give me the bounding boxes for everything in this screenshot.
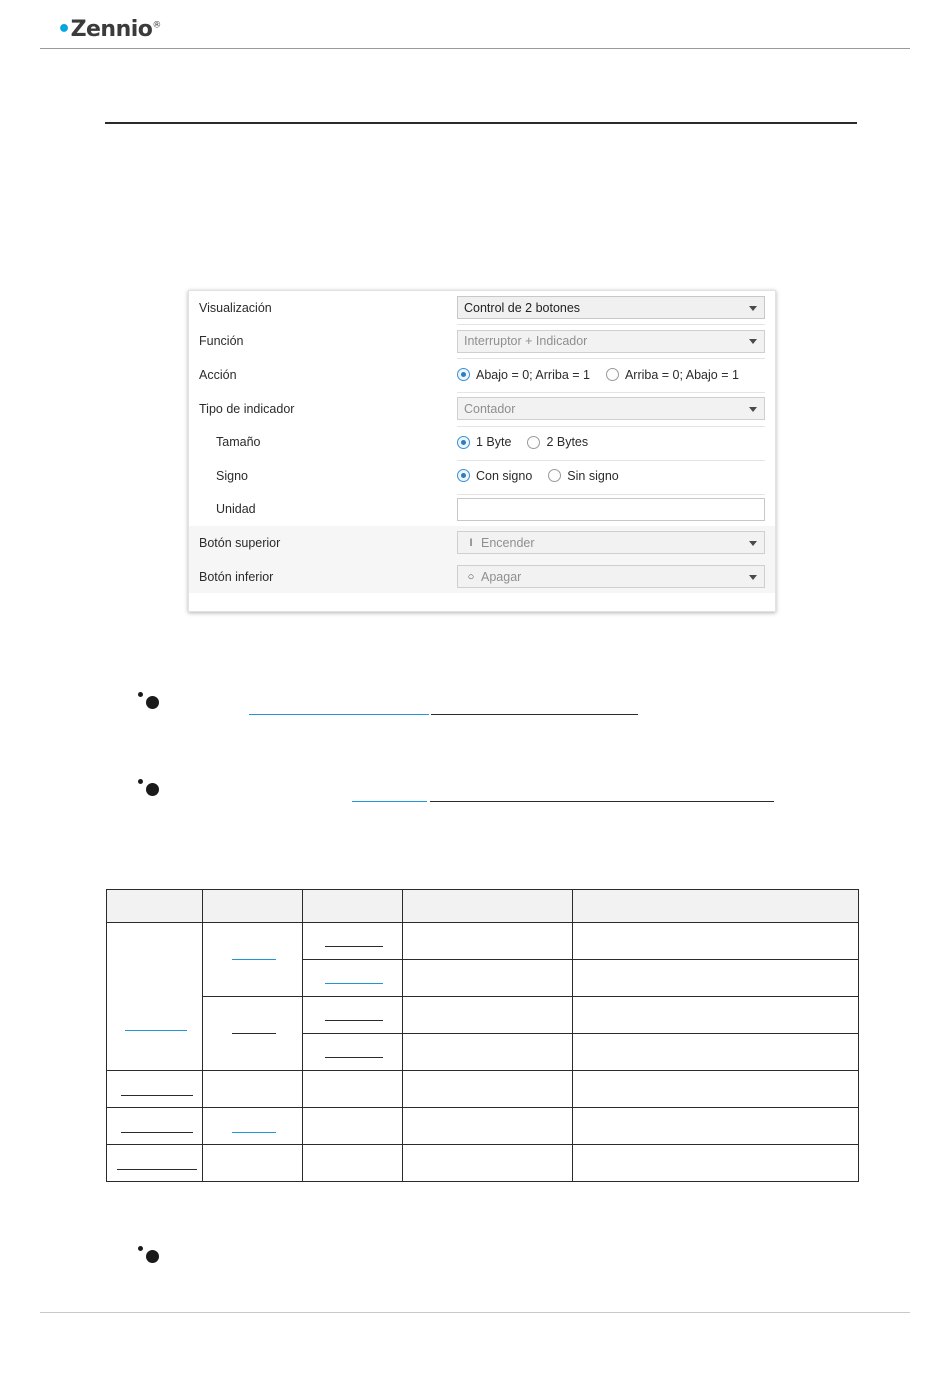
table-cell-desc — [403, 997, 573, 1034]
radio-button-icon[interactable] — [548, 469, 561, 482]
combobox-boton-inferior[interactable] — [457, 565, 765, 588]
parameters-table — [106, 889, 859, 1182]
table-cell-extra — [573, 923, 859, 960]
cell-link-line[interactable] — [232, 959, 276, 960]
chevron-down-icon — [749, 407, 757, 412]
cell-text-line — [121, 1132, 193, 1133]
label-boton-inferior: Botón inferior — [199, 569, 274, 584]
combobox-visualizacion-value: Control de 2 botones — [464, 300, 581, 315]
combobox-boton-superior-value: Encender — [481, 535, 535, 550]
table-cell-subgroup — [203, 1108, 303, 1145]
light-on-icon: I — [469, 536, 473, 549]
parameter-dialog — [188, 290, 776, 612]
combobox-tipo-indicador[interactable] — [457, 397, 765, 420]
bullet-large-dot — [146, 783, 159, 796]
table-cell-value — [303, 923, 403, 960]
table-cell-group-label — [107, 1071, 203, 1108]
table-cell-value — [303, 1071, 403, 1108]
bullet-small-dot — [138, 779, 143, 784]
row-signo — [189, 459, 775, 493]
cell-link-line[interactable] — [125, 1030, 187, 1031]
logo-text: Zennio — [70, 17, 153, 42]
radio-button-icon[interactable] — [457, 368, 470, 381]
combobox-visualizacion[interactable] — [457, 296, 765, 319]
radio-tamano-option-1[interactable] — [457, 435, 511, 449]
table-cell-group-label — [107, 1145, 203, 1182]
radiogroup-tamano — [457, 435, 765, 449]
bullet-icon — [137, 692, 159, 714]
chevron-down-icon — [749, 575, 757, 580]
cell-link-line[interactable] — [325, 983, 383, 984]
cell-text-line — [121, 1095, 193, 1096]
table-cell-desc — [403, 1108, 573, 1145]
table-cell-group-label — [107, 923, 203, 1071]
radio-button-icon[interactable] — [457, 469, 470, 482]
label-tipo-indicador: Tipo de indicador — [199, 401, 295, 416]
note-item-1 — [137, 692, 657, 722]
table-cell-subgroup — [203, 1071, 303, 1108]
cell-text-line — [232, 1033, 276, 1034]
table-cell-desc — [403, 1034, 573, 1071]
row-visualizacion — [189, 291, 775, 325]
label-signo: Signo — [216, 468, 248, 483]
radio-signo-option-2[interactable] — [548, 469, 618, 483]
label-funcion: Función — [199, 334, 244, 349]
table-header-cell-4 — [403, 890, 573, 923]
page-header — [0, 0, 950, 50]
table-header — [107, 890, 859, 923]
control-visualizacion-wrap — [457, 296, 765, 319]
logo-registered-mark: ® — [152, 20, 161, 31]
label-unidad: Unidad — [216, 502, 256, 517]
control-tamano-wrap — [457, 435, 765, 449]
cell-text-line — [325, 1057, 383, 1058]
light-off-icon: ○ — [467, 570, 475, 583]
control-boton-inferior-wrap — [457, 565, 765, 588]
row-accion — [189, 358, 775, 392]
label-tamano: Tamaño — [216, 435, 261, 450]
radio-signo-option-1[interactable] — [457, 469, 532, 483]
control-funcion-wrap — [457, 330, 765, 353]
radiogroup-accion — [457, 368, 765, 382]
logo-dot: • — [57, 17, 71, 42]
table-cell-value — [303, 1034, 403, 1071]
cell-text-line — [325, 946, 383, 947]
table-row — [107, 1145, 859, 1182]
table-cell-value — [303, 1108, 403, 1145]
row-boton-inferior — [189, 560, 775, 594]
table-row — [107, 923, 859, 960]
table-row — [107, 1071, 859, 1108]
cell-text-line — [325, 1020, 383, 1021]
table-cell-value — [303, 997, 403, 1034]
label-boton-superior: Botón superior — [199, 535, 281, 550]
radio-accion-option-1-label: Abajo = 0; Arriba = 1 — [476, 367, 590, 382]
table-header-cell-3 — [303, 890, 403, 923]
chevron-down-icon — [749, 541, 757, 546]
radio-signo-option-1-label: Con signo — [476, 468, 533, 483]
table-cell-value — [303, 960, 403, 997]
combobox-funcion[interactable] — [457, 330, 765, 353]
control-tipo-indicador-wrap — [457, 397, 765, 420]
chevron-down-icon — [749, 339, 757, 344]
label-visualizacion: Visualización — [199, 300, 272, 315]
note-2-text-line — [430, 801, 774, 802]
radio-accion-option-1[interactable] — [457, 368, 590, 382]
table-body — [107, 923, 859, 1182]
radio-button-icon[interactable] — [457, 436, 470, 449]
table-cell-subgroup-2 — [203, 997, 303, 1071]
control-boton-superior-wrap — [457, 531, 765, 554]
note-item-3 — [137, 1246, 167, 1274]
radio-tamano-option-2-label: 2 Bytes — [546, 435, 589, 450]
combobox-tipo-indicador-value: Contador — [464, 401, 516, 416]
bullet-icon — [137, 779, 159, 801]
radiogroup-signo — [457, 469, 765, 483]
table-cell-subgroup — [203, 1145, 303, 1182]
radio-tamano-option-1-label: 1 Byte — [476, 435, 512, 450]
header-divider — [40, 48, 910, 49]
table-cell-extra — [573, 1071, 859, 1108]
control-signo-wrap — [457, 469, 765, 483]
table-row — [107, 1108, 859, 1145]
table-header-cell-1 — [107, 890, 203, 923]
note-2-link-line[interactable] — [352, 801, 427, 802]
radio-accion-option-2-label: Arriba = 0; Abajo = 1 — [624, 367, 739, 382]
combobox-boton-superior[interactable] — [457, 531, 765, 554]
bullet-small-dot — [138, 692, 143, 697]
combobox-boton-inferior-value: Apagar — [481, 569, 522, 584]
table-cell-extra — [573, 960, 859, 997]
table-cell-desc — [403, 923, 573, 960]
bullet-large-dot — [146, 1250, 159, 1263]
bullet-icon — [137, 1246, 159, 1268]
table-cell-subgroup-1 — [203, 923, 303, 997]
note-1-link-line[interactable] — [249, 714, 429, 715]
chevron-down-icon — [749, 306, 757, 311]
row-boton-superior — [189, 526, 775, 560]
control-unidad-wrap — [457, 498, 765, 521]
table-cell-extra — [573, 1108, 859, 1145]
label-accion: Acción — [199, 367, 237, 382]
row-tipo-indicador — [189, 392, 775, 426]
table-row — [107, 997, 859, 1034]
table-cell-desc — [403, 1145, 573, 1182]
bullet-small-dot — [138, 1246, 143, 1251]
radio-button-icon[interactable] — [527, 436, 540, 449]
control-accion-wrap — [457, 368, 765, 382]
section-title-rule — [105, 122, 857, 124]
unidad-input[interactable] — [457, 498, 765, 521]
table-cell-extra — [573, 997, 859, 1034]
radio-button-icon[interactable] — [606, 368, 619, 381]
combobox-funcion-value: Interruptor + Indicador — [464, 334, 588, 349]
note-1-text-line — [431, 714, 638, 715]
row-unidad — [189, 493, 775, 527]
table-cell-extra — [573, 1145, 859, 1182]
radio-tamano-option-2[interactable] — [527, 435, 588, 449]
zennio-logo — [57, 17, 161, 42]
row-tamano — [189, 425, 775, 459]
radio-signo-option-2-label: Sin signo — [567, 468, 619, 483]
row-funcion — [189, 325, 775, 359]
table-cell-value — [303, 1145, 403, 1182]
table-cell-group-label — [107, 1108, 203, 1145]
table-cell-desc — [403, 1071, 573, 1108]
radio-accion-option-2[interactable] — [606, 368, 739, 382]
table-header-cell-2 — [203, 890, 303, 923]
cell-text-line — [117, 1169, 197, 1170]
table-cell-extra — [573, 1034, 859, 1071]
bullet-large-dot — [146, 696, 159, 709]
table-header-cell-5 — [573, 890, 859, 923]
footer-divider — [40, 1312, 910, 1313]
table-header-row — [107, 890, 859, 923]
cell-link-line[interactable] — [232, 1132, 276, 1133]
table-cell-desc — [403, 960, 573, 997]
note-item-2 — [137, 779, 787, 809]
